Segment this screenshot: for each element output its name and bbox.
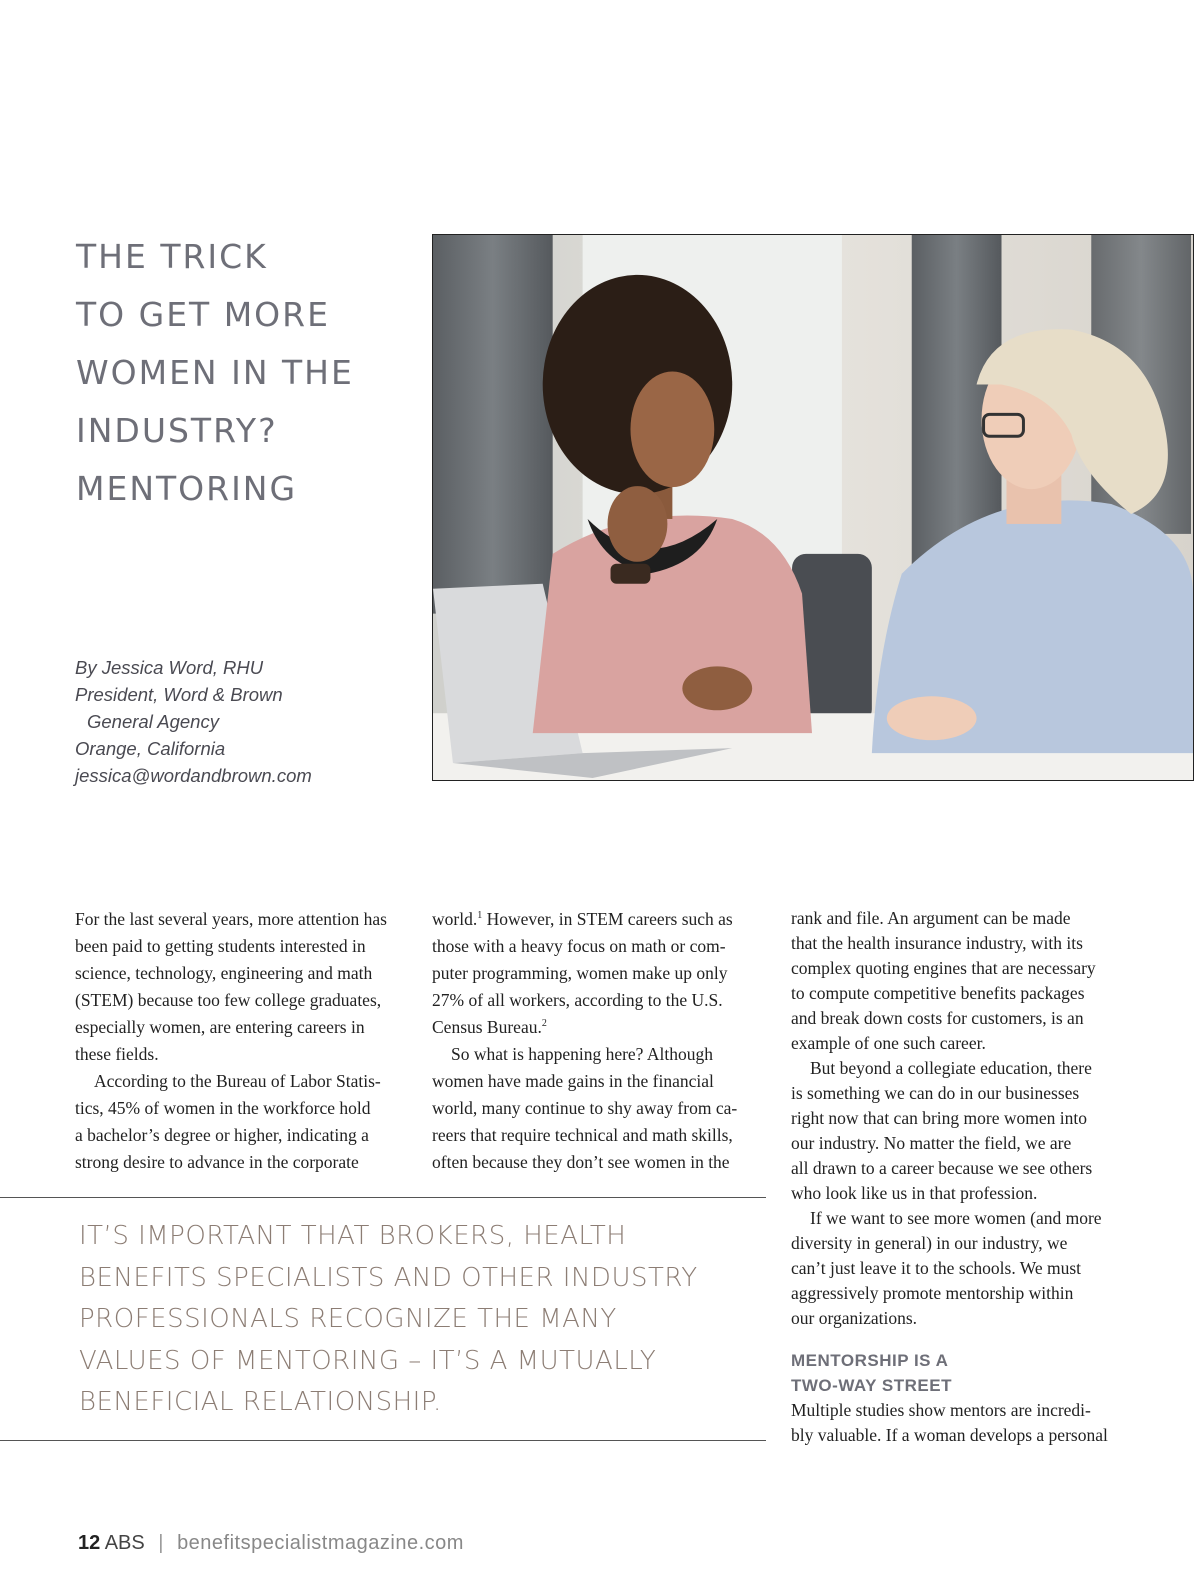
byline-email[interactable]: jessica@wordandbrown.com — [75, 765, 312, 786]
body-line: these fields. — [75, 1044, 159, 1064]
body-line: can’t just leave it to the schools. We must — [791, 1258, 1082, 1278]
article-photo — [432, 234, 1194, 781]
body-line: often because they don’t see women in the — [432, 1152, 730, 1172]
magazine-name: ABS — [104, 1532, 145, 1554]
body-line: diversity in general) in our industry, we — [791, 1233, 1068, 1253]
subhead-line: MENTORSHIP IS A — [791, 1351, 949, 1370]
body-text: However, in STEM careers such as — [482, 909, 733, 929]
body-line: is something we can do in our businesses — [791, 1083, 1080, 1103]
pull-quote-line: IT’S IMPORTANT THAT BROKERS, HEALTH — [79, 1221, 627, 1251]
body-line: aggressively promote mentorship within — [791, 1283, 1074, 1303]
body-line: strong desire to advance in the corporate — [75, 1152, 359, 1172]
body-line: who look like us in that profession. — [791, 1183, 1038, 1203]
body-line: reers that require technical and math skills, — [432, 1125, 733, 1145]
footer-separator: | — [158, 1532, 164, 1554]
body-line: our organizations. — [791, 1308, 918, 1328]
body-text: Census Bureau. — [432, 1017, 542, 1037]
byline-title-cont: General Agency — [87, 711, 219, 732]
photo-illustration — [433, 235, 1193, 780]
article-title — [76, 228, 416, 518]
body-line: So what is happening here? Although — [451, 1044, 713, 1064]
body-line: science, technology, engineering and math — [75, 963, 373, 983]
body-line — [432, 906, 762, 933]
footnote-ref: 1 — [477, 910, 483, 922]
body-column-3 — [791, 906, 1126, 1448]
title-line: INDUSTRY? — [76, 411, 278, 450]
title-line: WOMEN IN THE — [76, 353, 354, 392]
body-line: 27% of all workers, according to the U.S. — [432, 990, 723, 1010]
body-line: bly valuable. If a woman develops a personal — [791, 1425, 1108, 1445]
body-text: world. — [432, 909, 478, 929]
body-line: right now that can bring more women into — [791, 1108, 1087, 1128]
title-line: TO GET MORE — [76, 295, 330, 334]
page-number: 12 — [78, 1532, 101, 1554]
body-line — [432, 1014, 762, 1041]
body-line: Multiple studies show mentors are incredi- — [791, 1400, 1091, 1420]
byline-author: By Jessica Word, RHU — [75, 657, 264, 678]
body-line: complex quoting engines that are necessary — [791, 958, 1096, 978]
body-line: especially women, are entering careers in — [75, 1017, 365, 1037]
body-column-1 — [75, 906, 410, 1176]
body-line: women have made gains in the financial — [432, 1071, 714, 1091]
footnote-ref: 2 — [541, 1018, 547, 1030]
body-line: our industry. No matter the field, we are — [791, 1133, 1072, 1153]
body-line: been paid to getting students interested in — [75, 936, 366, 956]
pull-quote-text — [79, 1216, 759, 1424]
body-line: that the health insurance industry, with its — [791, 933, 1083, 953]
body-line: and break down costs for customers, is an — [791, 1008, 1084, 1028]
body-line: If we want to see more women (and more — [810, 1208, 1102, 1228]
pull-quote-line: BENEFICIAL RELATIONSHIP. — [79, 1387, 442, 1417]
body-line: For the last several years, more attention has — [75, 909, 387, 929]
body-line: to compute competitive benefits packages — [791, 983, 1085, 1003]
subhead-line: TWO-WAY STREET — [791, 1376, 952, 1395]
body-column-2 — [432, 906, 762, 1176]
byline-location: Orange, California — [75, 738, 226, 759]
body-line: But beyond a collegiate education, there — [810, 1058, 1092, 1078]
pull-quote-line: VALUES OF MENTORING – IT’S A MUTUALLY — [79, 1345, 657, 1376]
pull-quote — [0, 1197, 766, 1441]
page-footer — [78, 1532, 464, 1555]
body-line: rank and file. An argument can be made — [791, 908, 1071, 928]
body-line: a bachelor’s degree or higher, indicating a — [75, 1125, 369, 1145]
byline-title: President, Word & Brown — [75, 684, 283, 705]
body-line: world, many continue to shy away from ca- — [432, 1098, 738, 1118]
byline — [75, 654, 415, 789]
body-line: tics, 45% of women in the workforce hold — [75, 1098, 371, 1118]
pull-quote-line: PROFESSIONALS RECOGNIZE THE MANY — [79, 1304, 617, 1334]
body-line: all drawn to a career because we see others — [791, 1158, 1093, 1178]
title-line: THE TRICK — [76, 237, 268, 276]
magazine-url[interactable]: benefitspecialistmagazine.com — [177, 1532, 464, 1554]
body-line: those with a heavy focus on math or com- — [432, 936, 726, 956]
pull-quote-line: BENEFITS SPECIALISTS AND OTHER INDUSTRY — [79, 1262, 698, 1293]
section-subhead — [791, 1348, 1126, 1398]
body-line: example of one such career. — [791, 1033, 986, 1053]
title-line: MENTORING — [76, 469, 298, 508]
body-line: (STEM) because too few college graduates, — [75, 990, 382, 1010]
body-line: puter programming, women make up only — [432, 963, 728, 983]
body-line: According to the Bureau of Labor Statis- — [94, 1071, 381, 1091]
